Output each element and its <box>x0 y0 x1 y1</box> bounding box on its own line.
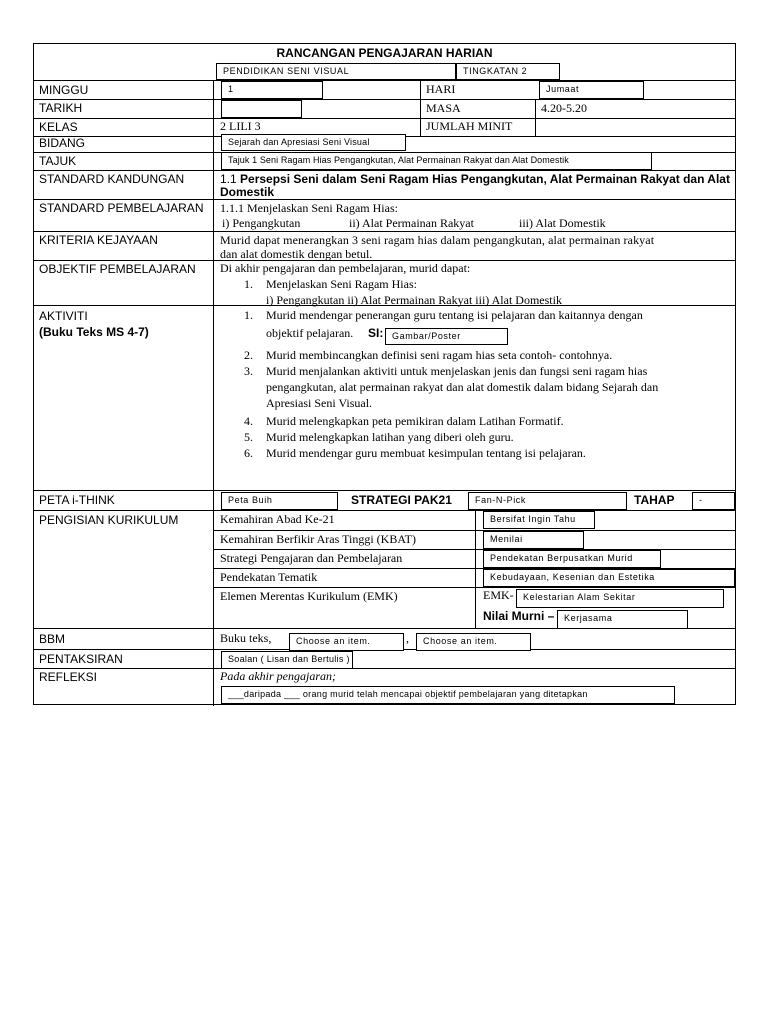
row-divider <box>34 490 735 491</box>
hari-label: HARI <box>426 82 456 96</box>
level-field[interactable]: TINGKATAN 2 <box>456 63 560 80</box>
aktiviti-1-line1: Murid mendengar penerangan guru tentang isi pelajaran dan kaitannya dengan <box>266 308 643 322</box>
kelas-value: 2 LILI 3 <box>220 119 261 133</box>
bbm-separator: , <box>406 631 409 645</box>
tajuk-field[interactable]: Tajuk 1 Seni Ragam Hias Pengangkutan, Alat Permainan Rakyat dan Alat Domestik <box>221 152 652 170</box>
aktiviti-num-3: 3. <box>244 364 253 378</box>
tahap-field[interactable]: - <box>692 492 735 510</box>
aktiviti-3-line2: pengangkutan, alat permainan rakyat dan alat domestik dalam bidang Sejarah dan <box>266 380 659 394</box>
aktiviti-num-6: 6. <box>244 446 253 460</box>
aktiviti-num-1: 1. <box>244 308 253 322</box>
aktiviti-1-line2: objektif pelajaran. <box>266 326 354 340</box>
column-divider <box>535 99 536 136</box>
standard-kandungan-line2: Domestik <box>220 185 275 199</box>
kurikulum-row-2-label: Kemahiran Berfikir Aras Tinggi (KBAT) <box>220 532 416 546</box>
bbm-label: BBM <box>39 632 66 646</box>
row-divider <box>34 170 735 171</box>
peta-label: PETA i-THINK <box>39 493 115 507</box>
kurikulum-row-3-label: Strategi Pengajaran dan Pembelajaran <box>220 551 403 565</box>
aktiviti-3-line1: Murid menjalankan aktiviti untuk menjelaskan jenis dan fungsi seni ragam hias <box>266 364 648 378</box>
minggu-field[interactable]: 1 <box>221 81 323 99</box>
aktiviti-num-2: 2. <box>244 348 253 362</box>
objektif-num: 1. <box>244 277 253 291</box>
row-divider <box>34 199 735 200</box>
aktiviti-5-line1: Murid melengkapkan latihan yang diberi oleh guru. <box>266 430 514 444</box>
aktiviti-2-line1: Murid membincangkan definisi seni ragam hias seta contoh- contohnya. <box>266 348 613 362</box>
strategi-field[interactable]: Fan-N-Pick <box>468 492 627 510</box>
objektif-item: Menjelaskan Seni Ragam Hias: <box>266 277 417 291</box>
kbat-field[interactable]: Menilai <box>483 531 584 549</box>
jumlah-minit-label: JUMLAH MINIT <box>426 119 513 133</box>
strategi-label: STRATEGI PAK21 <box>351 493 452 507</box>
standard-kandungan-label: STANDARD KANDUNGAN <box>39 172 185 186</box>
bidang-field[interactable]: Sejarah dan Apresiasi Seni Visual <box>221 134 406 151</box>
pentaksiran-field[interactable]: Soalan ( Lisan dan Bertulis ) <box>221 651 353 669</box>
standard-kandungan-line1: Persepsi Seni dalam Seni Ragam Hias Pengangkutan, Alat Permainan Rakyat dan Alat <box>240 172 730 186</box>
emk-field[interactable]: Kelestarian Alam Sekitar <box>516 589 724 608</box>
refleksi-heading: Pada akhir pengajaran; <box>220 669 336 683</box>
row-divider <box>213 587 735 588</box>
row-divider <box>34 118 735 119</box>
kriteria-label: KRITERIA KEJAYAAN <box>39 233 158 247</box>
strategi-pp-field[interactable]: Pendekatan Berpusatkan Murid <box>483 550 661 568</box>
pentaksiran-label: PENTAKSIRAN <box>39 652 123 666</box>
nilai-murni-label: Nilai Murni – <box>483 609 555 623</box>
masa-value: 4.20-5.20 <box>541 101 587 115</box>
column-divider <box>475 510 476 628</box>
si-field[interactable]: Gambar/Poster <box>385 328 508 345</box>
aktiviti-4-line1: Murid melengkapkan peta pemikiran dalam Latihan Formatif. <box>266 414 564 428</box>
kurikulum-row-1-label: Kemahiran Abad Ke-21 <box>220 512 335 526</box>
sp-item-1: i) Pengangkutan <box>222 216 301 230</box>
aktiviti-6-line1: Murid mendengar guru membuat kesimpulan tentang isi pelajaran. <box>266 446 586 460</box>
sp-item-2: ii) Alat Permainan Rakyat <box>349 216 474 230</box>
standard-kandungan-number: 1.1 <box>220 172 237 186</box>
kurikulum-row-4-label: Pendekatan Tematik <box>220 570 318 584</box>
masa-label: MASA <box>426 101 461 115</box>
row-divider <box>34 99 735 100</box>
standard-pembelajaran-label: STANDARD PEMBELAJARAN <box>39 201 204 215</box>
emk-label: EMK- <box>483 588 514 602</box>
column-divider <box>420 80 421 136</box>
aktiviti-num-4: 4. <box>244 414 253 428</box>
row-divider <box>34 668 735 669</box>
hari-field[interactable]: Jumaat <box>539 81 644 99</box>
lesson-plan-form <box>33 43 736 705</box>
standard-pembelajaran-line1: 1.1.1 Menjelaskan Seni Ragam Hias: <box>220 201 398 215</box>
tematik-field[interactable]: Kebudayaan, Kesenian dan Estetika <box>483 569 735 587</box>
kurikulum-label: PENGISIAN KURIKULUM <box>39 513 179 527</box>
aktiviti-3-line3: Apresiasi Seni Visual. <box>266 396 373 410</box>
objektif-label: OBJEKTIF PEMBELAJARAN <box>39 262 196 276</box>
refleksi-label: REFLEKSI <box>39 670 98 684</box>
bidang-label: BIDANG <box>39 136 86 150</box>
objektif-sub: i) Pengangkutan ii) Alat Permainan Rakyat iii) Alat Domestik <box>266 293 562 307</box>
aktiviti-num-5: 5. <box>244 430 253 444</box>
row-divider <box>213 530 735 531</box>
tahap-label: TAHAP <box>634 493 675 507</box>
refleksi-field[interactable]: ___daripada ___ orang murid telah mencapai objektif pembelajaran yang ditetapkan <box>221 686 675 704</box>
nilai-murni-field[interactable]: Kerjasama <box>557 610 688 629</box>
kelas-label: KELAS <box>39 120 78 134</box>
abad21-field[interactable]: Bersifat Ingin Tahu <box>483 511 595 529</box>
aktiviti-sublabel: (Buku Teks MS 4-7) <box>39 325 149 339</box>
page-title: RANCANGAN PENGAJARAN HARIAN <box>276 46 493 60</box>
standard-kandungan-text <box>220 172 730 186</box>
kriteria-line1: Murid dapat menerangkan 3 seni ragam hias dalam pengangkutan, alat permainan rakyat <box>220 233 655 247</box>
objektif-intro: Di akhir pengajaran dan pembelajaran, murid dapat: <box>220 261 471 275</box>
row-divider <box>34 510 735 511</box>
tarikh-label: TARIKH <box>39 101 83 115</box>
bbm-text: Buku teks, <box>220 631 272 645</box>
si-label: SI: <box>368 326 384 340</box>
sp-item-3: iii) Alat Domestik <box>519 216 606 230</box>
minggu-label: MINGGU <box>39 83 89 97</box>
tarikh-field[interactable] <box>221 100 302 118</box>
column-divider <box>213 80 214 706</box>
peta-field[interactable]: Peta Buih <box>221 492 338 510</box>
bbm-choice-2[interactable]: Choose an item. <box>416 633 531 651</box>
subject-field[interactable]: PENDIDIKAN SENI VISUAL <box>216 63 456 80</box>
bbm-choice-1[interactable]: Choose an item. <box>289 633 404 651</box>
kurikulum-row-5-label: Elemen Merentas Kurikulum (EMK) <box>220 589 398 603</box>
row-divider <box>34 231 735 232</box>
aktiviti-label: AKTIVITI <box>39 309 88 323</box>
kriteria-line2: dan alat domestik dengan betul. <box>220 247 373 261</box>
tajuk-label: TAJUK <box>39 154 77 168</box>
